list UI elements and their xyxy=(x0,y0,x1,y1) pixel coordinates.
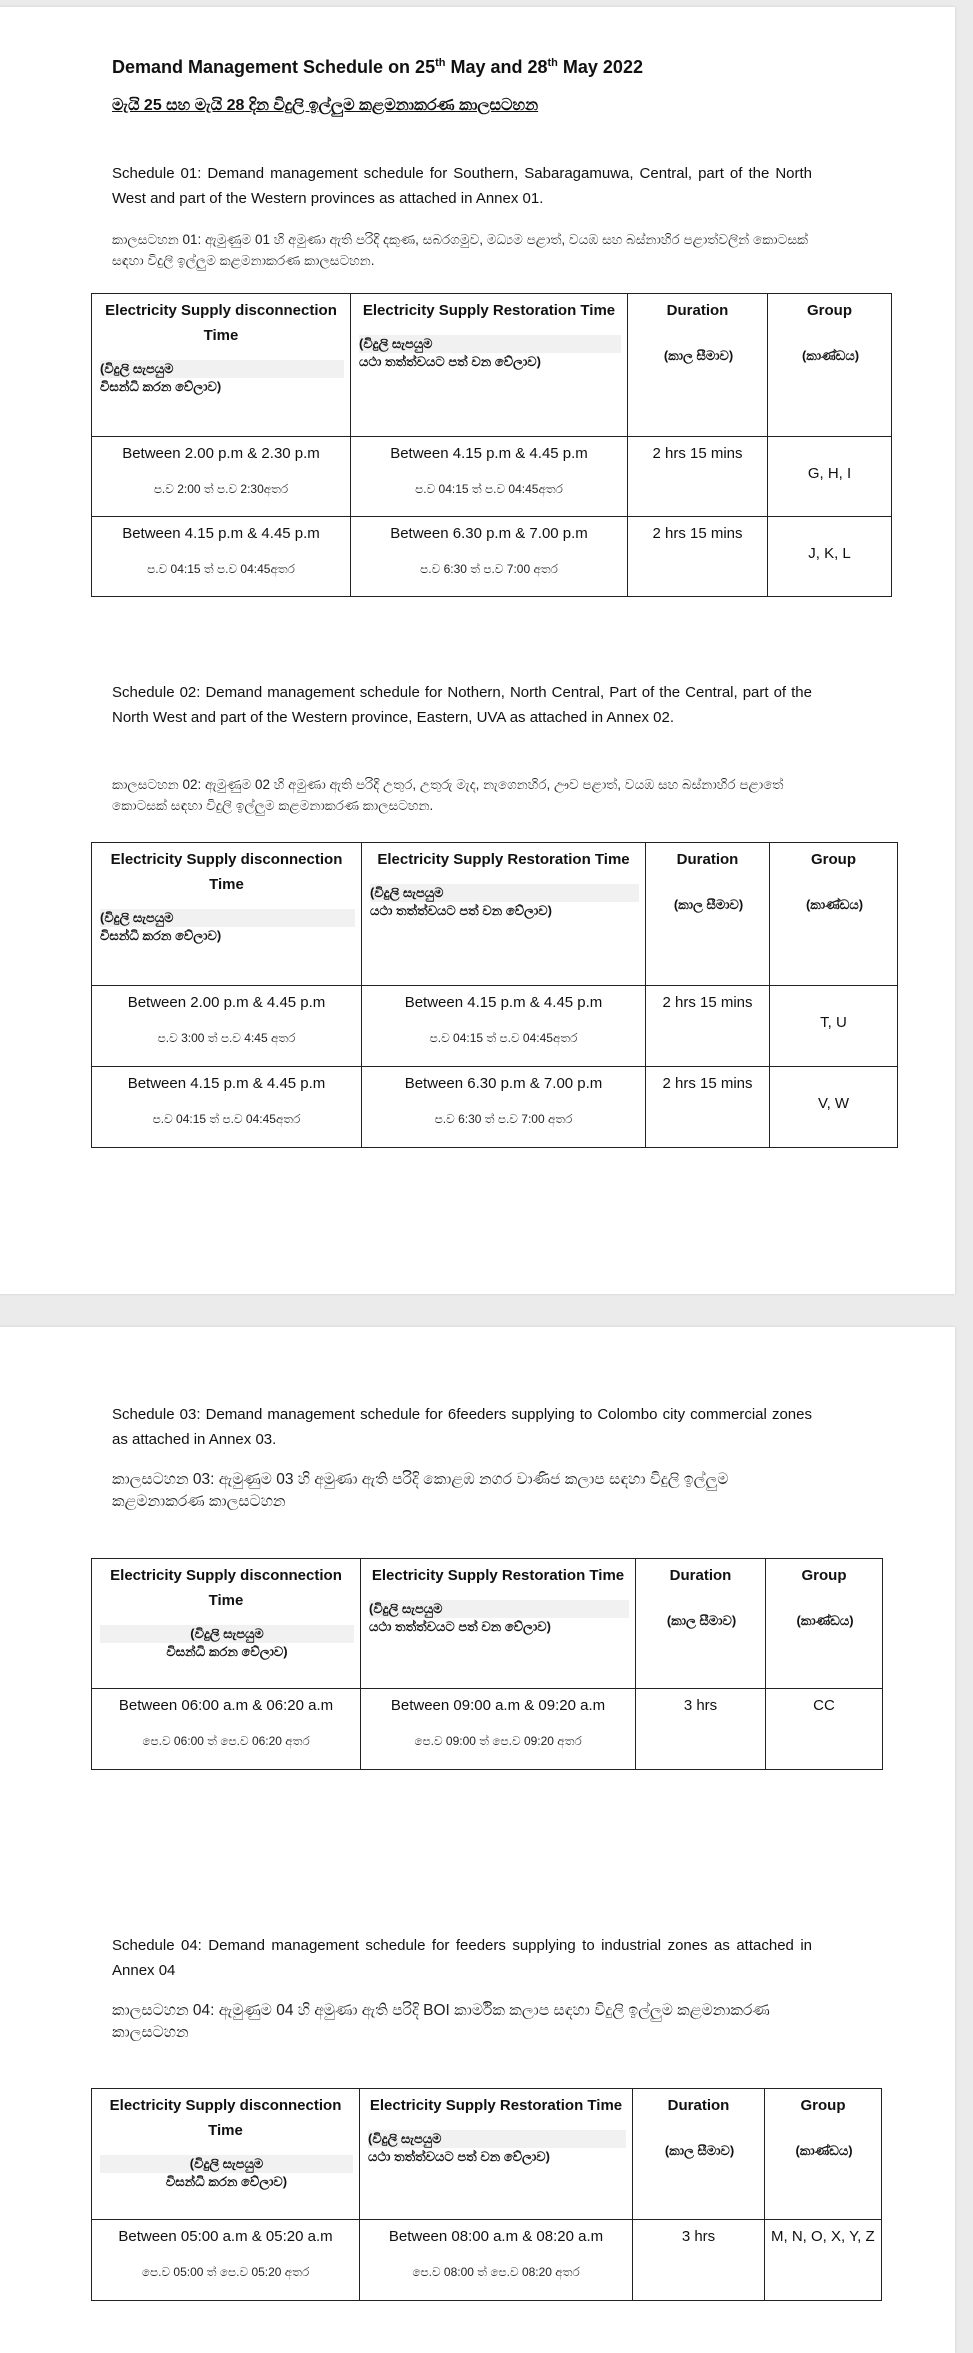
col-header-restoration: Electricity Supply Restoration Time (විදුලි සැපයුම යථා තත්ත්වයට පත් වන වේලාව) xyxy=(360,2089,633,2220)
table-header-row xyxy=(92,2089,882,2220)
disconnection-cell: Between 2.00 p.m & 4.45 p.m ප.ව 3:00 ත් ප.ව 4:45 අතර xyxy=(92,986,362,1067)
group-cell: G, H, I xyxy=(768,437,892,517)
group-cell: T, U xyxy=(770,986,898,1067)
col-header-group: Group (කාණ්ඩය) xyxy=(765,2089,882,2220)
schedule3-table xyxy=(91,1558,883,1770)
table-header-row xyxy=(92,843,898,986)
schedule2-description-sinhala: කාලසටහන 02: ඇමුණුම 02 හි අමුණා ඇති පරිදි උතුර, උතුරු මැද, නැගෙනහිර, ඌව පළාත්, වයඹ සහ බස්නාහිර පළාතේ කොටසක් සඳහා විදුලි ඉල්ලුම කළමනාකරණ කාලසටහන. xyxy=(112,777,784,813)
table-row xyxy=(92,517,892,597)
schedule1-description: Schedule 01: Demand management schedule for Southern, Sabaragamuwa, Central, part of the North West and part of the Western provinces as attached in Annex 01. xyxy=(112,165,812,207)
disconnection-cell: Between 4.15 p.m & 4.45 p.m ප.ව 04:15 ත් ප.ව 04:45අතර xyxy=(92,1067,362,1148)
group-cell: CC xyxy=(766,1689,883,1770)
document-page-2 xyxy=(0,1327,955,2353)
schedule2-table xyxy=(91,842,898,1148)
schedule1-table xyxy=(91,293,892,597)
schedule4-description-sinhala: කාලසටහන 04: ඇමුණුම 04 හි අමුණා ඇති පරිදි BOI කාර්මික කලාප සඳහා විදුලි ඉල්ලුම කළමනාකරණ කාලසටහන xyxy=(112,2002,770,2041)
restoration-cell: Between 6.30 p.m & 7.00 p.m ප.ව 6:30 ත් ප.ව 7:00 අතර xyxy=(351,517,628,597)
group-cell: M, N, O, X, Y, Z xyxy=(765,2220,882,2301)
col-header-disconnection: Electricity Supply disconnection Time (විදුලි සැපයුම විසන්ධි කරන වේලාව) xyxy=(92,2089,360,2220)
duration-cell: 2 hrs 15 mins xyxy=(628,517,768,597)
col-header-disconnection: Electricity Supply disconnection Time (විදුලි සැපයුම විසන්ධි කරන වේලාව) xyxy=(92,1559,361,1689)
document-title-sinhala: මැයි 25 සහ මැයි 28 දින විදුලි ඉල්ලුම කළමනාකරණ කාලසටහන xyxy=(112,97,539,114)
restoration-cell: Between 4.15 p.m & 4.45 p.m ප.ව 04:15 ත් ප.ව 04:45අතර xyxy=(362,986,646,1067)
restoration-cell: Between 6.30 p.m & 7.00 p.m ප.ව 6:30 ත් ප.ව 7:00 අතර xyxy=(362,1067,646,1148)
col-header-group: Group (කාණ්ඩය) xyxy=(766,1559,883,1689)
col-header-duration: Duration (කාල සීමාව) xyxy=(646,843,770,986)
restoration-cell: Between 09:00 a.m & 09:20 a.m පෙ.ව 09:00 ත් පෙ.ව 09:20 අතර xyxy=(361,1689,636,1770)
schedule3-description: Schedule 03: Demand management schedule for 6feeders supplying to Colombo city commercial zones as attached in Annex 03. xyxy=(112,1406,812,1448)
table-row xyxy=(92,2220,882,2301)
col-header-disconnection: Electricity Supply disconnection Time (විදුලි සැපයුම විසන්ධි කරන වේලාව) xyxy=(92,843,362,986)
schedule2-description: Schedule 02: Demand management schedule for Nothern, North Central, Part of the Central, part of the North West and part of the Western province, Eastern, UVA as attached in Annex 02. xyxy=(112,684,812,726)
col-header-duration: Duration (කාල සීමාව) xyxy=(628,294,768,437)
disconnection-cell: Between 4.15 p.m & 4.45 p.m ප.ව 04:15 ත් ප.ව 04:45අතර xyxy=(92,517,351,597)
document-title: Demand Management Schedule on 25th May and 28th May 2022 xyxy=(112,57,643,77)
group-cell: V, W xyxy=(770,1067,898,1148)
duration-cell: 2 hrs 15 mins xyxy=(646,1067,770,1148)
group-cell: J, K, L xyxy=(768,517,892,597)
col-header-restoration: Electricity Supply Restoration Time (විදුලි සැපයුම යථා තත්ත්වයට පත් වන වේලාව) xyxy=(361,1559,636,1689)
restoration-cell: Between 4.15 p.m & 4.45 p.m ප.ව 04:15 ත් ප.ව 04:45අතර xyxy=(351,437,628,517)
schedule1-description-sinhala: කාලසටහන 01: ඇමුණුම 01 හි අමුණා ඇති පරිදි දකුණ, සබරගමුව, මධ්‍යම පළාත්, වයඹ සහ බස්නාහිර පළාත්වලින් කොටසක් සඳහා විදුලි ඉල්ලුම කළමනාකරණ කාලසටහන. xyxy=(112,232,808,268)
disconnection-cell: Between 05:00 a.m & 05:20 a.m පෙ.ව 05:00 ත් පෙ.ව 05:20 අතර xyxy=(92,2220,360,2301)
duration-cell: 2 hrs 15 mins xyxy=(628,437,768,517)
col-header-restoration: Electricity Supply Restoration Time (විදුලි සැපයුම යථා තත්ත්වයට පත් වන වේලාව) xyxy=(362,843,646,986)
schedule3-description-sinhala: කාලසටහන 03: ඇමුණුම 03 හි අමුණා ඇති පරිදි කොළඹ නගර වාණිජ කලාප සඳහා විදුලි ඉල්ලුම කළමනාකරණ කාලසටහන xyxy=(112,1471,729,1510)
table-row xyxy=(92,1689,883,1770)
disconnection-cell: Between 06:00 a.m & 06:20 a.m පෙ.ව 06:00 ත් පෙ.ව 06:20 අතර xyxy=(92,1689,361,1770)
duration-cell: 2 hrs 15 mins xyxy=(646,986,770,1067)
document-page-1 xyxy=(0,7,955,1294)
col-header-group: Group (කාණ්ඩය) xyxy=(768,294,892,437)
table-row xyxy=(92,1067,898,1148)
col-header-duration: Duration (කාල සීමාව) xyxy=(636,1559,766,1689)
col-header-restoration: Electricity Supply Restoration Time (විදුලි සැපයුම යථා තත්ත්වයට පත් වන වේලාව) xyxy=(351,294,628,437)
col-header-group: Group (කාණ්ඩය) xyxy=(770,843,898,986)
table-row xyxy=(92,437,892,517)
col-header-duration: Duration (කාල සීමාව) xyxy=(633,2089,765,2220)
table-header-row xyxy=(92,1559,883,1689)
table-header-row xyxy=(92,294,892,437)
disconnection-cell: Between 2.00 p.m & 2.30 p.m ප.ව 2:00 ත් ප.ව 2:30අතර xyxy=(92,437,351,517)
restoration-cell: Between 08:00 a.m & 08:20 a.m පෙ.ව 08:00 ත් පෙ.ව 08:20 අතර xyxy=(360,2220,633,2301)
table-row xyxy=(92,986,898,1067)
col-header-disconnection: Electricity Supply disconnection Time (විදුලි සැපයුම විසන්ධි කරන වේලාව) xyxy=(92,294,351,437)
duration-cell: 3 hrs xyxy=(633,2220,765,2301)
duration-cell: 3 hrs xyxy=(636,1689,766,1770)
schedule4-table xyxy=(91,2088,882,2301)
schedule4-description: Schedule 04: Demand management schedule for feeders supplying to industrial zones as attached in Annex 04 xyxy=(112,1937,812,1979)
